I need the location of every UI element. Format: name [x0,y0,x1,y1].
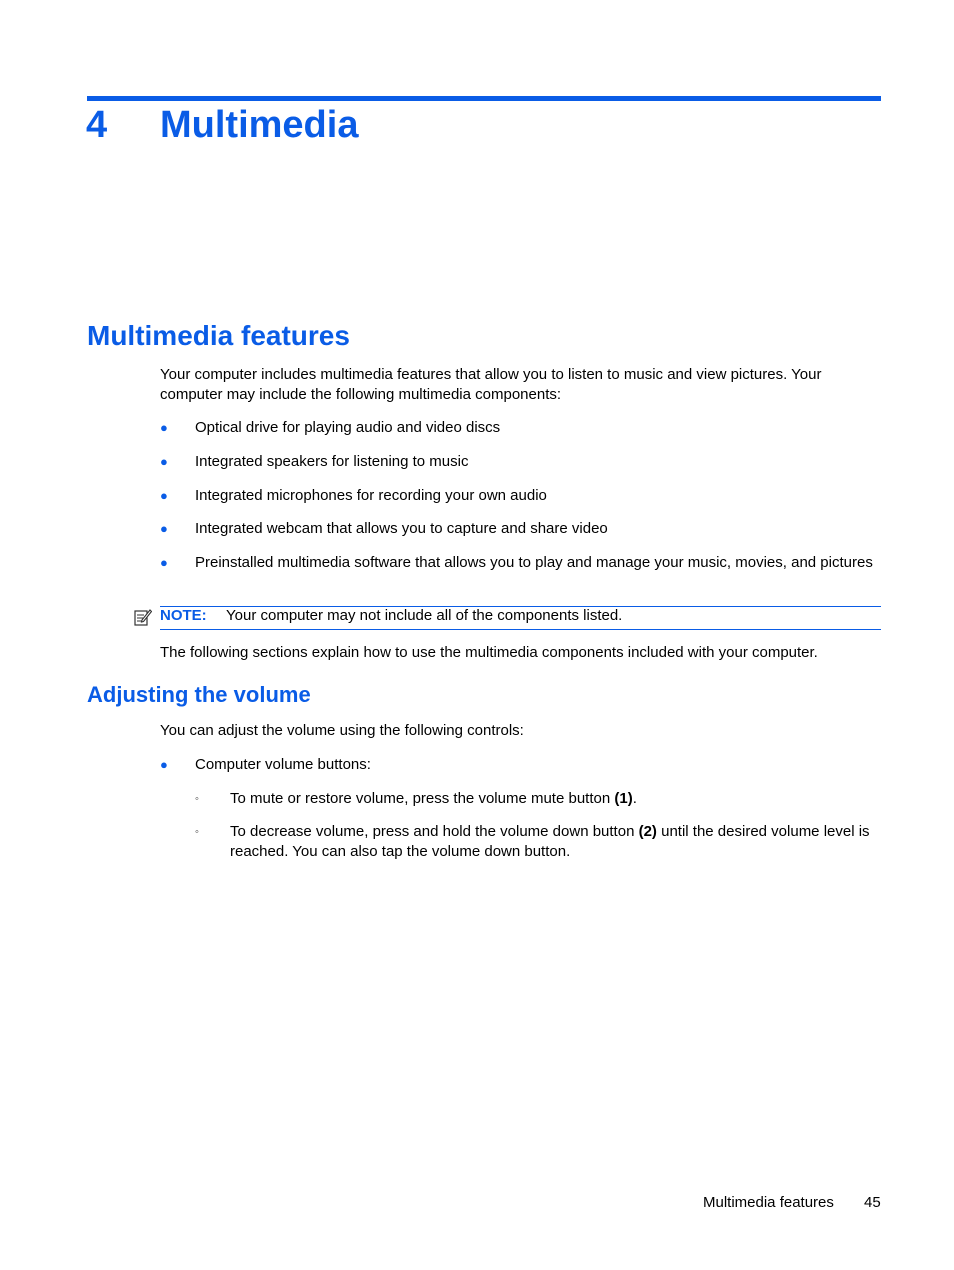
bullet-dot-icon: ● [160,488,168,503]
section-intro: Your computer includes multimedia features that allow you to listen to music and view pictures. Your computer may include the following multimedia components: [160,366,822,403]
bullet-dot-icon: ● [160,420,168,435]
bullet-dot-icon: ● [160,757,168,772]
note-text: Your computer may not include all of the components listed. [226,607,623,624]
chapter-title: Multimedia [160,104,359,146]
section-outro: The following sections explain how to use the multimedia components included with your computer. [160,644,818,661]
bullet-dot-icon: ● [160,454,168,469]
section-title: Multimedia features [87,320,350,351]
footer-section-title: Multimedia features [703,1194,834,1211]
bullet-dot-icon: ● [160,521,168,536]
circle-bullet-icon: ◦ [195,826,199,838]
circle-bullet-icon: ◦ [195,793,199,805]
note-pencil-icon [134,608,152,626]
bullet-dot-icon: ● [160,555,168,570]
page-number: 45 [864,1194,881,1211]
subsection-title: Adjusting the volume [87,682,311,707]
chapter-number: 4 [86,104,108,146]
subsection-intro: You can adjust the volume using the following controls: [160,722,524,739]
note-label: NOTE: [160,607,207,624]
